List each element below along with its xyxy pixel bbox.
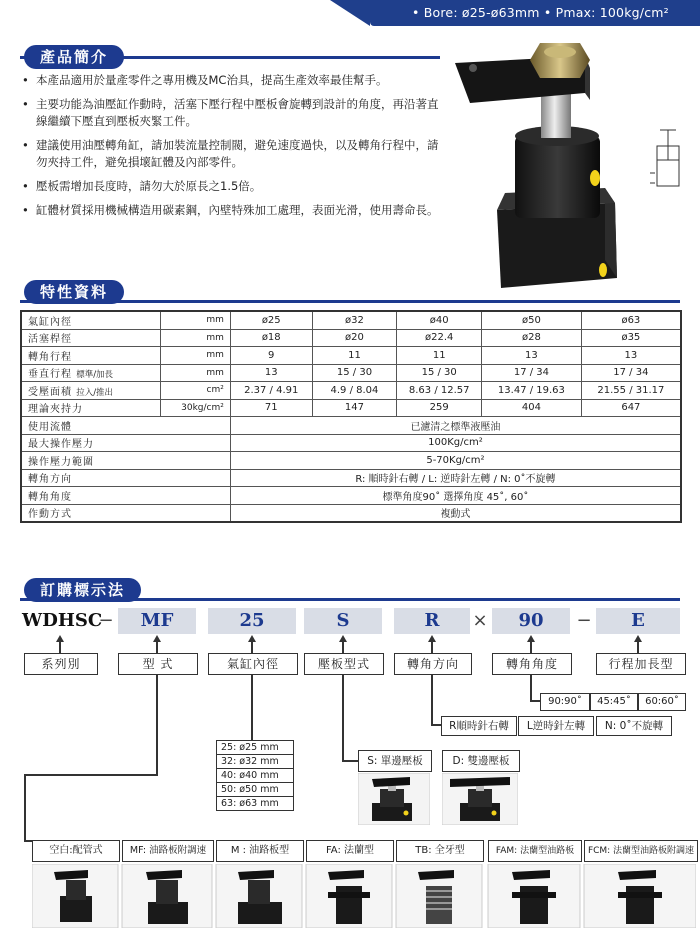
table-row <box>21 347 681 365</box>
connector <box>431 724 441 726</box>
row-label: 使用流體 <box>21 417 230 435</box>
single-clamp-image <box>358 773 430 825</box>
table-cell: 13 <box>581 347 681 365</box>
table-row <box>21 329 681 347</box>
table-cell: ø18 <box>230 329 312 347</box>
spec-title: 特性資料 <box>24 280 124 304</box>
table-cell: 17 / 34 <box>581 364 681 382</box>
code-sep-dash2: − <box>576 610 592 631</box>
order-title: 訂購標示法 <box>24 578 141 602</box>
connector <box>24 840 32 842</box>
code-extension: E <box>596 608 680 634</box>
intro-bullet: • 本產品適用於量產零件之專用機及MC治具，提高生產效率最佳幫手。 <box>20 72 440 89</box>
spec-table <box>20 310 682 523</box>
table-row <box>21 452 681 470</box>
row-label-main: 垂直行程 <box>28 369 72 381</box>
table-row <box>21 487 681 505</box>
intro-title: 產品簡介 <box>24 45 124 69</box>
table-cell: 4.9 / 8.04 <box>312 382 397 400</box>
intro-bullet: • 主要功能為油壓缸作動時，活塞下壓行程中壓板會旋轉到設計的角度，再沿著直線繼續下壓直到壓板夾緊工件。 <box>20 96 440 130</box>
double-clamp-image <box>442 773 518 825</box>
table-cell: R: 順時針右轉 / L: 逆時針左轉 / N: 0˚不旋轉 <box>230 469 681 487</box>
code-direction: R <box>394 608 470 634</box>
row-label-sub: 拉入/推出 <box>76 387 114 398</box>
row-label: 轉角行程 <box>21 347 160 365</box>
label-clamp: 壓板型式 <box>304 653 384 675</box>
clamp-option-single: S: 單邊壓板 <box>358 750 432 772</box>
table-cell: 100Kg/cm² <box>230 434 681 452</box>
row-label-sub: 標準/加長 <box>76 370 114 381</box>
code-sep-times: × <box>472 610 488 631</box>
table-cell: 已濾清之標準液壓油 <box>230 417 681 435</box>
intro-bullets <box>20 72 440 226</box>
table-cell: 259 <box>397 399 482 417</box>
table-cell: ø25 <box>230 311 312 329</box>
mount-type-option: FCM: 法蘭型油路板附調速 <box>584 840 698 862</box>
mount-type-option: MF: 油路板附調速 <box>122 840 214 862</box>
intro-bullet: • 缸體材質採用機械構造用碳素鋼，內壁特殊加工處理，表面光滑，使用壽命長。 <box>20 202 440 219</box>
code-series: WDHSC <box>22 610 103 631</box>
table-row <box>21 382 681 400</box>
connector <box>24 774 158 776</box>
mount-image-piping <box>32 864 118 928</box>
row-label <box>21 364 160 382</box>
angle-option: 45:45˚ <box>590 693 638 711</box>
mount-image-tb <box>396 864 482 928</box>
row-label: 轉角方向 <box>21 469 230 487</box>
table-cell: ø32 <box>312 311 397 329</box>
label-direction: 轉角方向 <box>394 653 472 675</box>
code-type: MF <box>118 608 196 634</box>
connector <box>342 641 344 653</box>
table-cell: ø50 <box>482 311 582 329</box>
table-cell: 13 <box>230 364 312 382</box>
table-cell: 404 <box>482 399 582 417</box>
row-label: 作動方式 <box>21 504 230 522</box>
connector <box>59 641 61 653</box>
row-label <box>21 382 160 400</box>
table-cell: 標準角度90˚ 選擇角度 45˚, 60˚ <box>230 487 681 505</box>
row-label: 理論夾持力 <box>21 399 160 417</box>
mount-type-option: FA: 法蘭型 <box>306 840 394 862</box>
table-cell: ø28 <box>482 329 582 347</box>
connector <box>342 675 344 761</box>
angle-option: 60:60˚ <box>638 693 686 711</box>
table-cell: ø35 <box>581 329 681 347</box>
table-cell: 13.47 / 19.63 <box>482 382 582 400</box>
table-cell: ø20 <box>312 329 397 347</box>
table-cell: 9 <box>230 347 312 365</box>
connector <box>431 675 433 725</box>
table-cell: 17 / 34 <box>482 364 582 382</box>
connector <box>156 675 158 775</box>
connector <box>156 641 158 653</box>
table-cell: 5-70Kg/cm² <box>230 452 681 470</box>
bore-option: 25: ø25 mm <box>217 741 293 755</box>
connector <box>431 641 433 653</box>
code-clamp: S <box>304 608 382 634</box>
table-row <box>21 311 681 329</box>
connector <box>530 641 532 653</box>
direction-option: R順時針右轉 <box>441 716 517 736</box>
row-label: 轉角角度 <box>21 487 230 505</box>
connector <box>637 641 639 653</box>
table-cell: 15 / 30 <box>312 364 397 382</box>
mount-type-option: 空白:配管式 <box>32 840 120 862</box>
table-cell: 647 <box>581 399 681 417</box>
label-series: 系列別 <box>24 653 98 675</box>
mount-type-option: M : 油路板型 <box>216 840 304 862</box>
banner-wedge <box>330 0 370 26</box>
mount-type-option: FAM: 法蘭型油路板 <box>488 840 582 862</box>
row-unit: cm² <box>160 382 230 400</box>
table-row <box>21 434 681 452</box>
clamp-option-double: D: 雙邊壓板 <box>442 750 520 772</box>
table-cell: 147 <box>312 399 397 417</box>
direction-option: N: 0˚不旋轉 <box>596 716 672 736</box>
table-row <box>21 504 681 522</box>
direction-option: L逆時針左轉 <box>518 716 594 736</box>
connector <box>530 675 532 701</box>
intro-bullet: • 建議使用油壓轉角缸，請加裝流量控制閥，避免速度過快，以及轉角行程中，請勿夾持工件，避免損壞缸體及內部零件。 <box>20 137 440 171</box>
label-angle: 轉角角度 <box>492 653 572 675</box>
table-cell: 71 <box>230 399 312 417</box>
product-cylinder-image <box>445 38 700 288</box>
mount-type-option: TB: 全牙型 <box>396 840 484 862</box>
connector <box>530 700 540 702</box>
bore-option: 32: ø32 mm <box>217 755 293 769</box>
bore-option: 40: ø40 mm <box>217 769 293 783</box>
angle-option: 90:90˚ <box>540 693 590 711</box>
table-cell: ø40 <box>397 311 482 329</box>
mount-image-m <box>216 864 302 928</box>
table-cell: 21.55 / 31.17 <box>581 382 681 400</box>
row-unit: 30kg/cm² <box>160 399 230 417</box>
row-label: 操作壓力範圍 <box>21 452 230 470</box>
mount-type-images <box>32 864 696 928</box>
connector <box>342 760 358 762</box>
code-sep-dash: − <box>98 610 114 631</box>
connector <box>251 641 253 653</box>
label-extension: 行程加長型 <box>596 653 686 675</box>
table-cell: 2.37 / 4.91 <box>230 382 312 400</box>
bore-option: 50: ø50 mm <box>217 783 293 797</box>
table-cell: 複動式 <box>230 504 681 522</box>
code-bore: 25 <box>208 608 296 634</box>
table-cell: 11 <box>312 347 397 365</box>
row-label: 氣缸內徑 <box>21 311 160 329</box>
table-cell: ø63 <box>581 311 681 329</box>
bore-option: 63: ø63 mm <box>221 798 279 809</box>
connector <box>24 774 26 841</box>
label-type: 型 式 <box>118 653 198 675</box>
row-unit: mm <box>160 311 230 329</box>
table-cell: 13 <box>482 347 582 365</box>
table-cell: 11 <box>397 347 482 365</box>
bore-options-list <box>216 740 294 811</box>
table-cell: 15 / 30 <box>397 364 482 382</box>
table-row <box>21 469 681 487</box>
intro-bullet: • 壓板需增加長度時，請勿大於原長之1.5倍。 <box>20 178 440 195</box>
table-row <box>21 399 681 417</box>
table-row <box>21 417 681 435</box>
table-cell: 8.63 / 12.57 <box>397 382 482 400</box>
row-label-main: 受壓面積 <box>28 386 72 398</box>
mount-image-fcm <box>584 864 696 928</box>
label-bore: 氣缸內徑 <box>208 653 298 675</box>
row-label: 最大操作壓力 <box>21 434 230 452</box>
row-unit: mm <box>160 364 230 382</box>
mount-image-mf <box>122 864 212 928</box>
row-label: 活塞桿徑 <box>21 329 160 347</box>
mount-image-fam <box>488 864 580 928</box>
table-row <box>21 364 681 382</box>
table-cell: ø22.4 <box>397 329 482 347</box>
code-angle: 90 <box>492 608 570 634</box>
row-unit: mm <box>160 329 230 347</box>
row-unit: mm <box>160 347 230 365</box>
connector <box>251 675 253 740</box>
banner-spec-text: • Bore: ø25-ø63mm • Pmax: 100kg/cm² <box>412 5 669 20</box>
mount-image-fa <box>306 864 392 928</box>
